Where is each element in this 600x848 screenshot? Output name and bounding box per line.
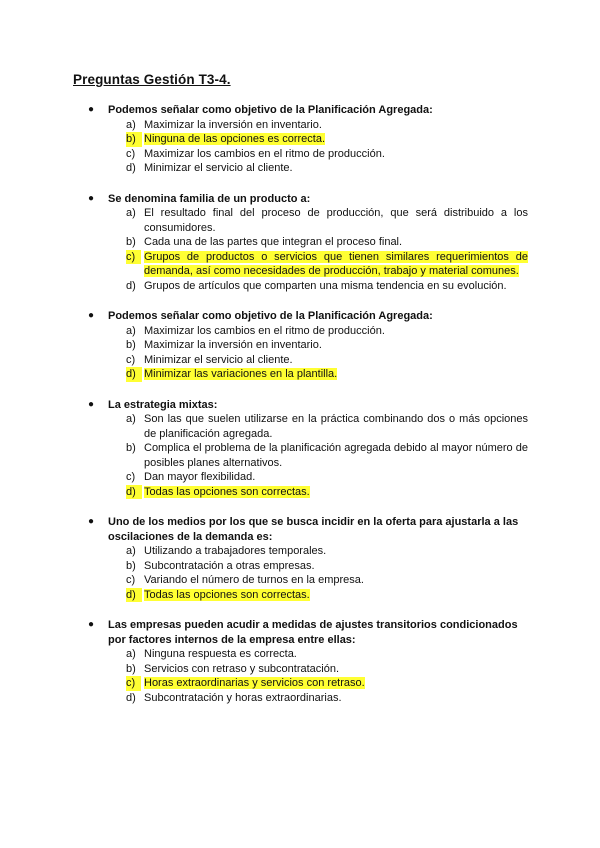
answer-option — [126, 324, 528, 339]
answer-option — [126, 206, 528, 235]
option-text: Son las que suelen utilizarse en la práctica combinando dos o más opciones de planificación agregada. — [144, 413, 528, 440]
option-text: Maximizar la inversión en inventario. — [144, 339, 322, 351]
option-letter: d) — [126, 485, 142, 500]
question-label: Podemos señalar como objetivo de la Planificación Agregada: — [108, 310, 433, 322]
option-text: Maximizar la inversión en inventario. — [144, 118, 322, 131]
option-letter: a) — [126, 207, 136, 219]
option-letter: b) — [126, 442, 136, 454]
answer-option-correct — [126, 367, 528, 382]
option-letter: b) — [126, 559, 136, 572]
answer-options — [0, 324, 600, 382]
question-label: La estrategia mixtas: — [108, 398, 218, 411]
option-text: Subcontratación a otras empresas. — [144, 559, 315, 572]
question-text — [88, 192, 528, 207]
question-item — [0, 515, 600, 602]
answer-option — [126, 412, 528, 441]
option-letter: d) — [126, 279, 136, 292]
question-text — [88, 103, 528, 118]
answer-option-correct — [126, 676, 528, 691]
answer-option — [126, 338, 528, 353]
answer-option-correct — [126, 250, 528, 279]
option-text: Servicios con retraso y subcontratación. — [144, 662, 340, 675]
option-text: Cada una de las partes que integran el proceso final. — [144, 236, 403, 248]
option-letter: b) — [126, 662, 136, 675]
option-letter: c) — [126, 250, 141, 265]
option-letter: b) — [126, 339, 136, 351]
bullet-icon: ● — [88, 516, 95, 527]
option-text: Todas las opciones son correctas. — [144, 485, 310, 498]
option-letter: b) — [126, 236, 136, 248]
question-label: Podemos señalar como objetivo de la Planificación Agregada: — [108, 104, 433, 116]
option-text: Horas extraordinarias y servicios con retraso. — [144, 677, 365, 689]
question-text — [88, 618, 528, 647]
option-text: El resultado final del proceso de producción, que será distribuido a los consumidores. — [144, 207, 528, 234]
page-title: Preguntas Gestión T3-4. — [73, 72, 231, 87]
option-text: Minimizar el servicio al cliente. — [144, 162, 293, 174]
answer-option-correct — [126, 485, 528, 500]
option-text: Utilizando a trabajadores temporales. — [144, 545, 327, 557]
bullet-icon: ● — [88, 192, 95, 204]
bullet-icon: ● — [88, 104, 95, 115]
answer-option — [126, 147, 528, 162]
answer-option-correct — [126, 588, 528, 603]
option-text: Minimizar las variaciones en la plantilla. — [144, 368, 338, 380]
question-item — [0, 618, 600, 705]
answer-option — [126, 353, 528, 368]
option-text: Variando el número de turnos en la empresa. — [144, 574, 364, 586]
option-letter: c) — [126, 574, 136, 586]
answer-options — [0, 544, 600, 602]
option-letter: a) — [126, 324, 136, 337]
answer-options — [0, 412, 600, 499]
option-letter: d) — [126, 367, 142, 382]
answer-option — [126, 662, 528, 677]
answer-option — [126, 441, 528, 470]
question-label: Se denomina familia de un producto a: — [108, 192, 311, 205]
option-letter: c) — [126, 353, 136, 366]
option-letter: c) — [126, 471, 136, 483]
answer-option — [126, 573, 528, 588]
bullet-icon: ● — [88, 310, 95, 321]
question-item — [0, 398, 600, 500]
question-item — [0, 309, 600, 382]
option-letter: d) — [126, 588, 142, 603]
option-letter: a) — [126, 413, 136, 425]
answer-option — [126, 279, 528, 294]
option-text: Dan mayor flexibilidad. — [144, 471, 256, 483]
option-letter: d) — [126, 691, 136, 704]
option-text: Maximizar los cambios en el ritmo de producción. — [144, 324, 385, 337]
answer-option — [126, 161, 528, 176]
option-letter: d) — [126, 162, 136, 174]
option-text: Minimizar el servicio al cliente. — [144, 353, 293, 366]
question-text — [88, 515, 528, 544]
question-list — [0, 103, 600, 721]
option-text: Grupos de artículos que comparten una misma tendencia en su evolución. — [144, 279, 507, 292]
answer-option — [126, 647, 528, 662]
option-text: Subcontratación y horas extraordinarias. — [144, 691, 342, 704]
answer-options — [0, 647, 600, 705]
answer-options — [0, 118, 600, 176]
answer-option — [126, 559, 528, 574]
option-text: Grupos de productos o servicios que tienen similares requerimientos de demanda, así como necesidades de producción, trabajo y material comunes. — [144, 250, 528, 277]
answer-option — [126, 235, 528, 250]
option-text: Complica el problema de la planificación agregada debido al mayor número de posibles planes alternativos. — [144, 442, 528, 469]
option-text: Todas las opciones son correctas. — [144, 588, 310, 601]
bullet-icon: ● — [88, 398, 95, 410]
option-letter: a) — [126, 118, 136, 131]
option-text: Ninguna respuesta es correcta. — [144, 648, 297, 660]
answer-option — [126, 691, 528, 706]
option-letter: b) — [126, 132, 142, 147]
question-item — [0, 103, 600, 176]
question-text — [88, 398, 528, 413]
option-letter: a) — [126, 545, 136, 557]
option-letter: a) — [126, 648, 136, 660]
answer-option — [126, 544, 528, 559]
bullet-icon: ● — [88, 619, 95, 630]
answer-option — [126, 470, 528, 485]
option-letter: c) — [126, 147, 136, 160]
question-label: Uno de los medios por los que se busca incidir en la oferta para ajustarla a las oscilaciones de la demanda es: — [108, 516, 519, 543]
question-item — [0, 192, 600, 294]
option-text: Maximizar los cambios en el ritmo de producción. — [144, 147, 385, 160]
option-letter: c) — [126, 676, 141, 691]
question-text — [88, 309, 528, 324]
option-text: Ninguna de las opciones es correcta. — [144, 133, 325, 145]
answer-option-correct — [126, 132, 528, 147]
question-label: Las empresas pueden acudir a medidas de ajustes transitorios condicionados por factores internos de la empresa entre ellas: — [108, 619, 518, 646]
answer-option — [126, 118, 528, 133]
answer-options — [0, 206, 600, 293]
